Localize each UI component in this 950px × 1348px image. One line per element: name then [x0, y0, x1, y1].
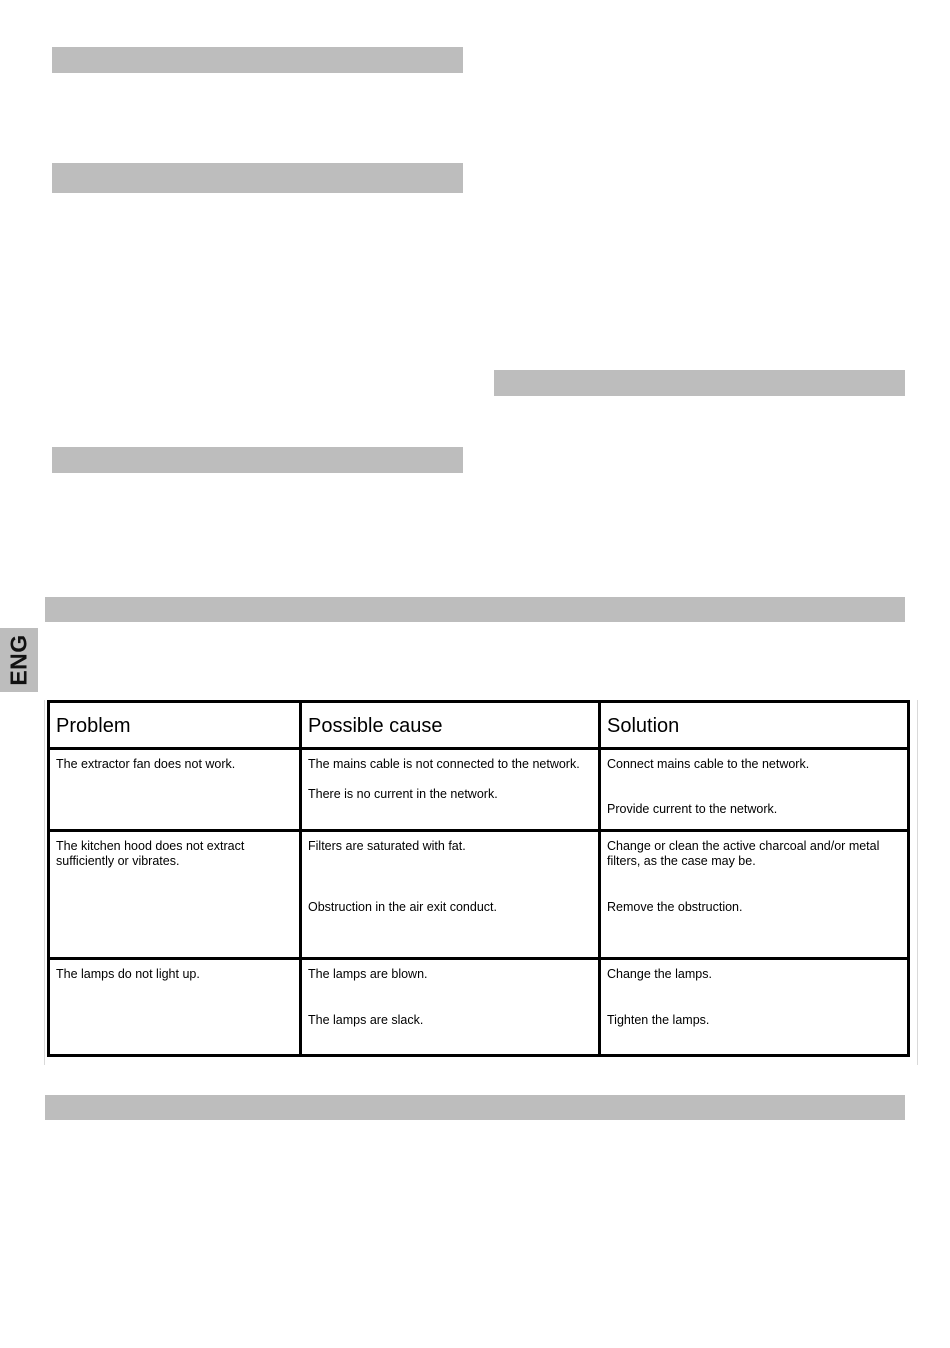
problem-cell [49, 959, 301, 1056]
language-tab-label: ENG [5, 634, 32, 686]
solution-cell [600, 831, 909, 959]
scan-edge-right [917, 700, 918, 1065]
problem-cell [49, 831, 301, 959]
cause-text: Obstruction in the air exit conduct. [308, 900, 497, 914]
section-header-bar-6 [45, 1095, 905, 1120]
solution-text: Tighten the lamps. [607, 1013, 710, 1027]
table-row [49, 959, 909, 1056]
cause-cell [301, 831, 600, 959]
cause-text: The lamps are slack. [308, 1013, 424, 1027]
scan-edge-left [44, 700, 45, 1065]
cause-text: The lamps are blown. [308, 967, 428, 981]
problem-cell [49, 749, 301, 831]
header-possible-cause: Possible cause [301, 702, 600, 749]
solution-text: Provide current to the network. [607, 802, 778, 816]
table-row [49, 831, 909, 959]
cause-cell [301, 749, 600, 831]
cause-text: The mains cable is not connected to the network. [308, 757, 580, 771]
solution-cell [600, 959, 909, 1056]
solution-cell [600, 749, 909, 831]
solution-text: Connect mains cable to the network. [607, 757, 810, 771]
header-problem: Problem [49, 702, 301, 749]
table-row [49, 749, 909, 831]
troubleshooting-header-bar [45, 597, 905, 622]
header-solution: Solution [600, 702, 909, 749]
troubleshooting-grid [47, 700, 910, 1057]
solution-text: Change or clean the active charcoal and/or metal filters, as the case may be. [607, 839, 880, 868]
section-header-bar-2 [52, 163, 463, 193]
table-header-row [49, 702, 909, 749]
problem-text: The kitchen hood does not extract sufficiently or vibrates. [56, 839, 245, 868]
problem-text: The extractor fan does not work. [56, 757, 236, 771]
problem-text: The lamps do not light up. [56, 967, 200, 981]
section-header-bar-1 [52, 47, 463, 73]
solution-text: Remove the obstruction. [607, 900, 743, 914]
troubleshooting-table [47, 700, 907, 1047]
cause-cell [301, 959, 600, 1056]
language-tab [0, 628, 38, 692]
cause-text: Filters are saturated with fat. [308, 839, 466, 853]
section-header-bar-3 [494, 370, 905, 396]
cause-text: There is no current in the network. [308, 787, 498, 801]
section-header-bar-4 [52, 447, 463, 473]
solution-text: Change the lamps. [607, 967, 712, 981]
